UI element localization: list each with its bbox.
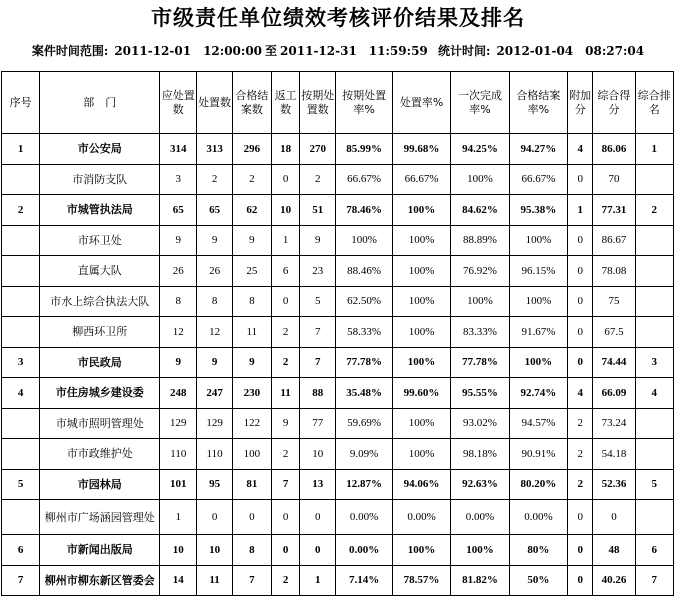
sub-unit-row [2,164,674,195]
rank-cell [635,317,673,348]
qualified-rate-cell: 100% [509,286,567,317]
first-time-rate-cell: 100% [451,164,509,195]
rework-cell: 0 [271,286,299,317]
qualified-closed-cell: 81 [232,469,271,500]
stat-time-label: 统计时间: [437,44,491,58]
bonus-cell: 0 [568,164,593,195]
qualified-rate-cell: 100% [509,347,567,378]
rank-cell [635,408,673,439]
ontime-cell: 2 [300,164,336,195]
department-row [2,378,674,409]
qualified-rate-cell: 91.67% [509,317,567,348]
score-cell: 77.31 [593,195,635,226]
first-time-rate-cell: 98.18% [451,439,509,470]
handled-cell: 110 [197,439,232,470]
dept-cell: 市民政局 [40,347,160,378]
rank-cell: 5 [635,469,673,500]
rank-cell [635,225,673,256]
handle-rate-cell: 78.57% [392,565,450,596]
rank-cell: 4 [635,378,673,409]
rank-cell [635,164,673,195]
should-handle-cell: 1 [160,500,197,535]
rework-cell: 0 [271,500,299,535]
qualified-closed-cell: 25 [232,256,271,287]
col-header-qualified-closed: 合格结案数 [232,72,271,134]
should-handle-cell: 110 [160,439,197,470]
rework-cell: 2 [271,439,299,470]
handled-cell: 313 [197,134,232,165]
qualified-rate-cell: 80% [509,535,567,566]
should-handle-cell: 65 [160,195,197,226]
dept-cell: 市水上综合执法大队 [40,286,160,317]
handled-cell: 9 [197,347,232,378]
should-handle-cell: 3 [160,164,197,195]
qualified-rate-cell: 80.20% [509,469,567,500]
ontime-cell: 23 [300,256,336,287]
score-cell: 74.44 [593,347,635,378]
rework-cell: 6 [271,256,299,287]
col-header-ontime-rate: 按期处置率% [336,72,392,134]
score-cell: 78.08 [593,256,635,287]
rank-cell [635,439,673,470]
qualified-closed-cell: 7 [232,565,271,596]
dept-cell: 直属大队 [40,256,160,287]
sub-unit-row [2,225,674,256]
seq-cell [2,317,40,348]
seq-cell [2,286,40,317]
should-handle-cell: 314 [160,134,197,165]
ontime-cell: 77 [300,408,336,439]
qualified-closed-cell: 2 [232,164,271,195]
rank-cell [635,256,673,287]
ontime-rate-cell: 59.69% [336,408,392,439]
ontime-cell: 5 [300,286,336,317]
score-cell: 52.36 [593,469,635,500]
bonus-cell: 4 [568,378,593,409]
rework-cell: 2 [271,347,299,378]
bonus-cell: 1 [568,195,593,226]
qualified-closed-cell: 11 [232,317,271,348]
rework-cell: 2 [271,565,299,596]
ontime-rate-cell: 66.67% [336,164,392,195]
should-handle-cell: 9 [160,347,197,378]
rank-cell: 1 [635,134,673,165]
first-time-rate-cell: 81.82% [451,565,509,596]
col-header-seq: 序号 [2,72,40,134]
header-row [2,72,674,134]
qualified-rate-cell: 66.67% [509,164,567,195]
bonus-cell: 4 [568,134,593,165]
should-handle-cell: 14 [160,565,197,596]
qualified-rate-cell: 94.27% [509,134,567,165]
rework-cell: 11 [271,378,299,409]
handle-rate-cell: 100% [392,347,450,378]
first-time-rate-cell: 77.78% [451,347,509,378]
dept-cell: 市城管执法局 [40,195,160,226]
score-cell: 75 [593,286,635,317]
rework-cell: 0 [271,535,299,566]
col-header-rework: 返工数 [271,72,299,134]
results-table [1,71,674,596]
handled-cell: 9 [197,225,232,256]
rework-cell: 1 [271,225,299,256]
first-time-rate-cell: 94.25% [451,134,509,165]
col-header-bonus: 附加分 [568,72,593,134]
bonus-cell: 2 [568,469,593,500]
handled-cell: 8 [197,286,232,317]
handle-rate-cell: 100% [392,439,450,470]
first-time-rate-cell: 76.92% [451,256,509,287]
handle-rate-cell: 100% [392,408,450,439]
handle-rate-cell: 0.00% [392,500,450,535]
rank-cell [635,286,673,317]
bonus-cell: 0 [568,500,593,535]
seq-cell [2,408,40,439]
score-cell: 67.5 [593,317,635,348]
department-row [2,347,674,378]
dept-cell: 市新闻出版局 [40,535,160,566]
handle-rate-cell: 94.06% [392,469,450,500]
handled-cell: 129 [197,408,232,439]
qualified-rate-cell: 0.00% [509,500,567,535]
rework-cell: 2 [271,317,299,348]
qualified-closed-cell: 230 [232,378,271,409]
ontime-rate-cell: 78.46% [336,195,392,226]
ontime-rate-cell: 62.50% [336,286,392,317]
rank-cell: 2 [635,195,673,226]
seq-cell: 3 [2,347,40,378]
dept-cell: 市公安局 [40,134,160,165]
bonus-cell: 2 [568,439,593,470]
ontime-cell: 7 [300,317,336,348]
seq-cell: 7 [2,565,40,596]
col-header-dept: 部 门 [40,72,160,134]
ontime-cell: 10 [300,439,336,470]
sub-unit-row [2,408,674,439]
dept-cell: 市园林局 [40,469,160,500]
dept-cell: 柳州市广场涵园管理处 [40,500,160,535]
ontime-cell: 270 [300,134,336,165]
seq-cell: 5 [2,469,40,500]
should-handle-cell: 26 [160,256,197,287]
ontime-cell: 1 [300,565,336,596]
qualified-closed-cell: 8 [232,286,271,317]
qualified-closed-cell: 0 [232,500,271,535]
col-header-first-time-rate: 一次完成率% [451,72,509,134]
handled-cell: 12 [197,317,232,348]
seq-cell [2,500,40,535]
report-title: 市级责任单位绩效考核评价结果及排名 [151,5,525,30]
first-time-rate-cell: 84.62% [451,195,509,226]
bonus-cell: 0 [568,535,593,566]
handled-cell: 247 [197,378,232,409]
qualified-rate-cell: 50% [509,565,567,596]
ontime-rate-cell: 77.78% [336,347,392,378]
bonus-cell: 0 [568,565,593,596]
should-handle-cell: 129 [160,408,197,439]
bonus-cell: 0 [568,256,593,287]
first-time-rate-cell: 83.33% [451,317,509,348]
bonus-cell: 0 [568,347,593,378]
dept-cell: 市城市照明管理处 [40,408,160,439]
seq-cell [2,256,40,287]
score-cell: 40.26 [593,565,635,596]
handle-rate-cell: 100% [392,195,450,226]
handle-rate-cell: 100% [392,317,450,348]
department-row [2,535,674,566]
score-cell: 73.24 [593,408,635,439]
qualified-rate-cell: 95.38% [509,195,567,226]
qualified-closed-cell: 296 [232,134,271,165]
first-time-rate-cell: 0.00% [451,500,509,535]
score-cell: 66.09 [593,378,635,409]
dept-cell: 市环卫处 [40,225,160,256]
seq-cell: 4 [2,378,40,409]
first-time-rate-cell: 93.02% [451,408,509,439]
score-cell: 86.67 [593,225,635,256]
qualified-rate-cell: 96.15% [509,256,567,287]
department-row [2,469,674,500]
ontime-cell: 51 [300,195,336,226]
handled-cell: 26 [197,256,232,287]
handle-rate-cell: 100% [392,225,450,256]
first-time-rate-cell: 92.63% [451,469,509,500]
ontime-rate-cell: 12.87% [336,469,392,500]
ontime-rate-cell: 88.46% [336,256,392,287]
qualified-closed-cell: 100 [232,439,271,470]
score-cell: 54.18 [593,439,635,470]
rework-cell: 7 [271,469,299,500]
bonus-cell: 0 [568,317,593,348]
handled-cell: 11 [197,565,232,596]
col-header-ontime: 按期处置数 [300,72,336,134]
handled-cell: 0 [197,500,232,535]
qualified-rate-cell: 92.74% [509,378,567,409]
first-time-rate-cell: 95.55% [451,378,509,409]
handled-cell: 10 [197,535,232,566]
dept-cell: 柳州市柳东新区管委会 [40,565,160,596]
ontime-cell: 7 [300,347,336,378]
dept-cell: 市住房城乡建设委 [40,378,160,409]
sub-unit-row [2,439,674,470]
score-cell: 86.06 [593,134,635,165]
col-header-handle-rate: 处置率% [392,72,450,134]
range-label: 案件时间范围: [31,44,109,58]
sub-unit-row [2,317,674,348]
dept-cell: 市市政维护处 [40,439,160,470]
col-header-should-handle: 应处置数 [160,72,197,134]
ontime-rate-cell: 58.33% [336,317,392,348]
dept-cell: 柳西环卫所 [40,317,160,348]
rework-cell: 10 [271,195,299,226]
sub-unit-row [2,256,674,287]
handle-rate-cell: 99.68% [392,134,450,165]
range-start: 2011-12-01 12:00:00 [114,44,263,58]
rework-cell: 9 [271,408,299,439]
handled-cell: 2 [197,164,232,195]
ontime-rate-cell: 9.09% [336,439,392,470]
seq-cell: 6 [2,535,40,566]
ontime-rate-cell: 85.99% [336,134,392,165]
handled-cell: 95 [197,469,232,500]
seq-cell: 1 [2,134,40,165]
department-row [2,134,674,165]
qualified-closed-cell: 9 [232,347,271,378]
sub-unit-row [2,500,674,535]
rank-cell: 6 [635,535,673,566]
ontime-cell: 13 [300,469,336,500]
sub-unit-row [2,286,674,317]
should-handle-cell: 9 [160,225,197,256]
department-row [2,565,674,596]
bonus-cell: 2 [568,408,593,439]
should-handle-cell: 101 [160,469,197,500]
ontime-cell: 0 [300,500,336,535]
qualified-closed-cell: 122 [232,408,271,439]
col-header-qualified-rate: 合格结案率% [509,72,567,134]
seq-cell [2,164,40,195]
handle-rate-cell: 66.67% [392,164,450,195]
stat-time: 2012-01-04 08:27:04 [496,44,645,58]
rank-cell [635,500,673,535]
rework-cell: 0 [271,164,299,195]
should-handle-cell: 10 [160,535,197,566]
qualified-rate-cell: 94.57% [509,408,567,439]
ontime-rate-cell: 100% [336,225,392,256]
qualified-closed-cell: 62 [232,195,271,226]
first-time-rate-cell: 100% [451,535,509,566]
ontime-rate-cell: 0.00% [336,535,392,566]
handle-rate-cell: 100% [392,286,450,317]
report-meta [0,42,676,59]
bonus-cell: 0 [568,286,593,317]
ontime-cell: 0 [300,535,336,566]
handle-rate-cell: 100% [392,535,450,566]
first-time-rate-cell: 88.89% [451,225,509,256]
rank-cell: 3 [635,347,673,378]
should-handle-cell: 12 [160,317,197,348]
ontime-cell: 9 [300,225,336,256]
score-cell: 0 [593,500,635,535]
col-header-rank: 综合排名 [635,72,673,134]
seq-cell [2,439,40,470]
bonus-cell: 0 [568,225,593,256]
department-row [2,195,674,226]
first-time-rate-cell: 100% [451,286,509,317]
score-cell: 48 [593,535,635,566]
ontime-cell: 88 [300,378,336,409]
range-separator: 至 [265,44,278,58]
col-header-handled: 处置数 [197,72,232,134]
ontime-rate-cell: 7.14% [336,565,392,596]
handled-cell: 65 [197,195,232,226]
rank-cell: 7 [635,565,673,596]
handle-rate-cell: 100% [392,256,450,287]
range-end: 2011-12-31 11:59:59 [280,44,428,58]
qualified-rate-cell: 90.91% [509,439,567,470]
dept-cell: 市消防支队 [40,164,160,195]
should-handle-cell: 248 [160,378,197,409]
qualified-closed-cell: 9 [232,225,271,256]
rework-cell: 18 [271,134,299,165]
should-handle-cell: 8 [160,286,197,317]
seq-cell: 2 [2,195,40,226]
handle-rate-cell: 99.60% [392,378,450,409]
col-header-score: 综合得分 [593,72,635,134]
score-cell: 70 [593,164,635,195]
seq-cell [2,225,40,256]
ontime-rate-cell: 0.00% [336,500,392,535]
qualified-rate-cell: 100% [509,225,567,256]
ontime-rate-cell: 35.48% [336,378,392,409]
qualified-closed-cell: 8 [232,535,271,566]
